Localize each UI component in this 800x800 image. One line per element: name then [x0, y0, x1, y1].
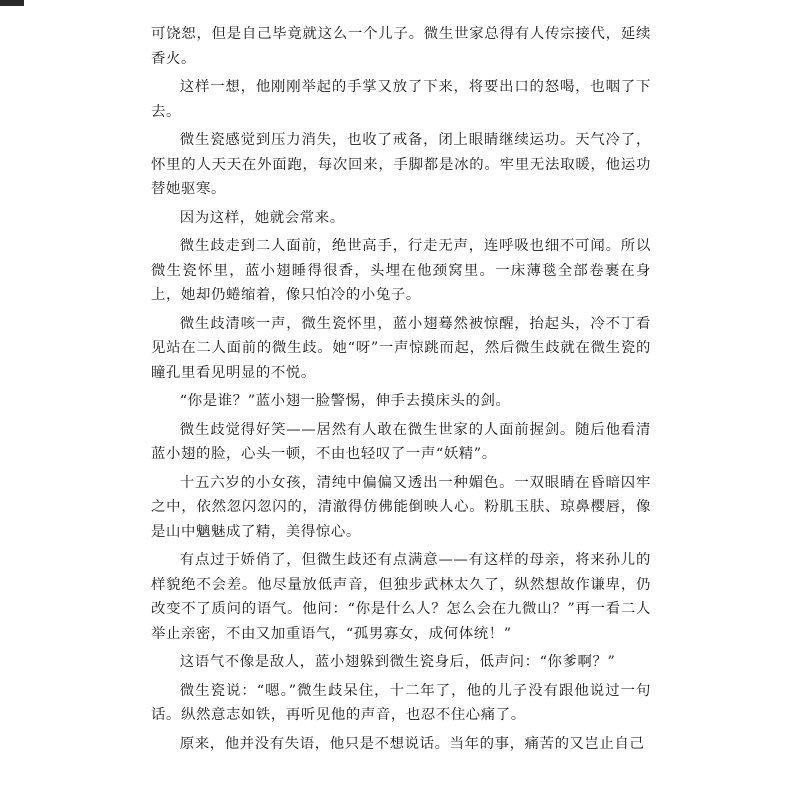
paragraph: “你是谁？”蓝小翅一脸警惕，伸手去摸床头的剑。 [179, 393, 511, 409]
book-page-text [151, 22, 651, 760]
paragraph: 微生歧清咳一声，微生瓷怀里，蓝小翅蓦然被惊醒，抬起头，冷不丁看见站在二人面前的微生歧。她“呀”一声惊跳而起，然后微生歧就在微生瓷的瞳孔里看见明显的不悦。 [151, 315, 651, 381]
paragraph: 这语气不像是敌人，蓝小翅躲到微生瓷身后，低声问：“你爹啊？” [179, 654, 616, 670]
page-corner-mark [0, 0, 24, 6]
paragraph: 微生瓷说：“嗯。”微生歧呆住，十二年了，他的儿子没有跟他说过一句话。纵然意志如铁，再听见他的声音，也忍不住心痛了。 [151, 682, 651, 723]
paragraph: 微生歧走到二人面前，绝世高手，行走无声，连呼吸也细不可闻。所以微生瓷怀里，蓝小翅睡得很香，头埋在他颈窝里。一床薄毯全部卷裹在身上，她却仍蜷缩着，像只怕冷的小兔子。 [151, 238, 651, 303]
paragraph: 因为这样，她就会常来。 [179, 209, 345, 226]
paragraph: 原来，他并没有失语，他只是不想说话。当年的事，痛苦的又岂止自己 [179, 735, 645, 752]
paragraph: 微生瓷感觉到压力消失，也收了戒备，闭上眼睛继续运功。天气冷了，怀里的人天天在外面跑，每次回来，手脚都是冰的。牢里无法取暖，他运功替她驱寒。 [151, 132, 651, 197]
paragraph: 这样一想，他刚刚举起的手掌又放了下来，将要出口的怒喝，也咽了下去。 [151, 79, 651, 120]
paragraph: 有点过于娇俏了，但微生歧还有点满意——有这样的母亲，将来孙儿的样貌绝不会差。他尽量放低声音，但独步武林太久了，纵然想故作谦卑，仍改变不了质问的语气。他问：“你是什么人？怎么会在九微山？”再一看二人举止亲密，不由又加重语气，“孤男寡女，成何体统！” [151, 552, 651, 642]
paragraph: 微生歧觉得好笑——居然有人敢在微生世家的人面前握剑。随后他看清蓝小翅的脸，心头一顿，不由也轻叹了一声“妖精”。 [151, 421, 651, 462]
paragraph: 十五六岁的小女孩，清纯中偏偏又透出一种媚色。一双眼睛在昏暗囚牢之中，依然忽闪忽闪的，清澈得仿佛能倒映人心。粉肌玉肤、琼鼻樱唇，像是山中魑魅成了精，美得惊心。 [151, 474, 651, 540]
paragraph: 可饶恕，但是自己毕竟就这么一个儿子。微生世家总得有人传宗接代，延续香火。 [151, 26, 651, 67]
